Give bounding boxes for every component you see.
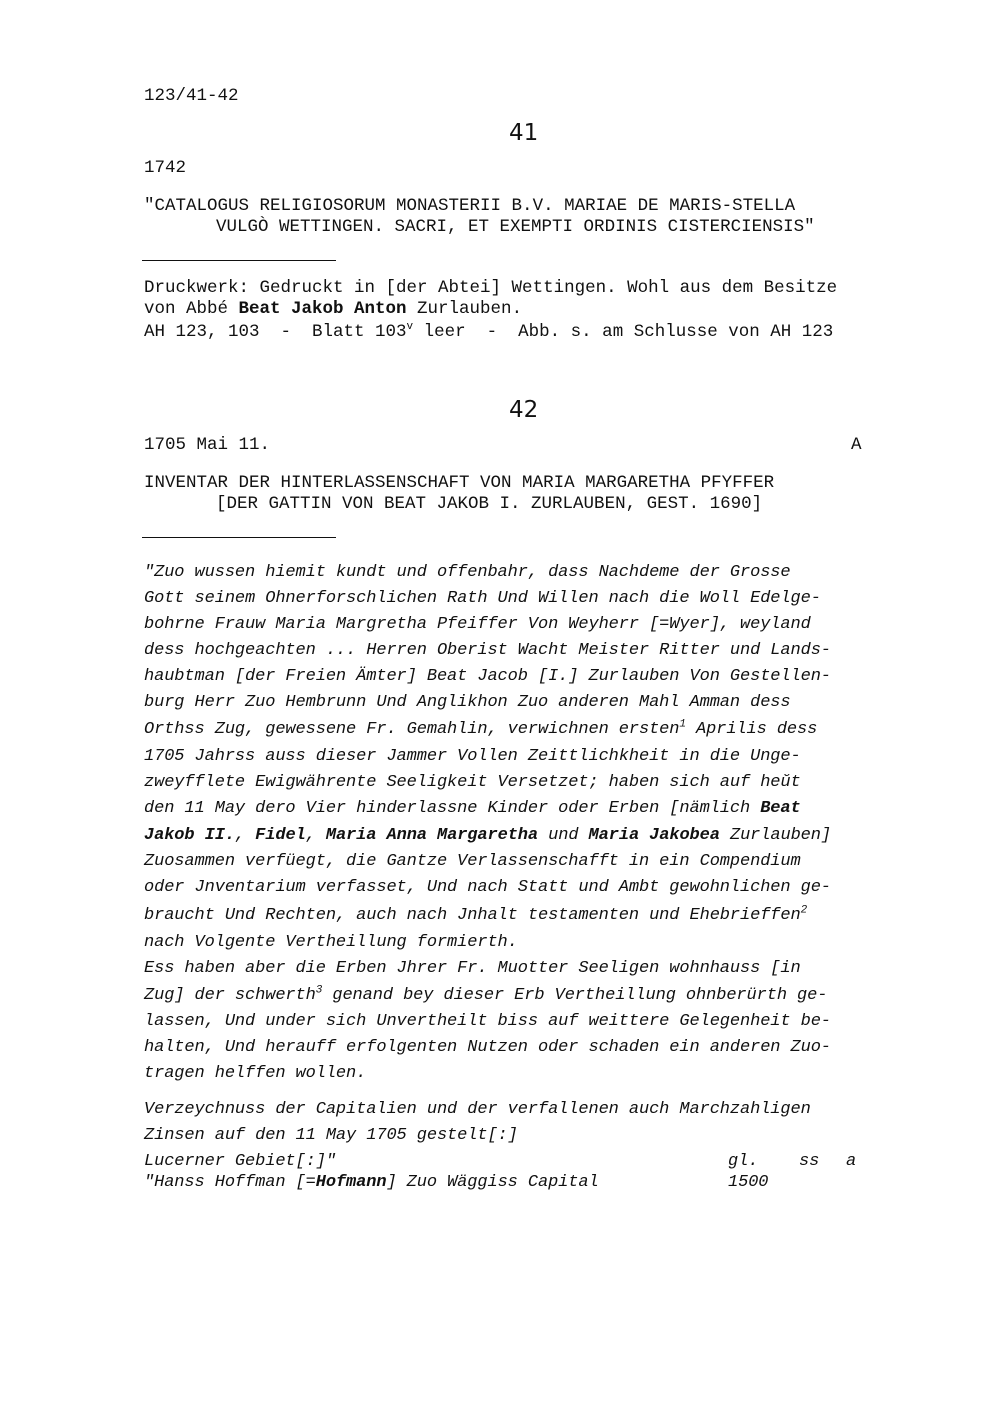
entry-42-title-line-1: INVENTAR DER HINTERLASSENSCHAFT VON MARIA MARGARETHA PFYFFER xyxy=(144,473,775,493)
footnote-2: 2 xyxy=(800,904,808,917)
text-line-10: den 11 May dero Vier hinderlassne Kinder oder Erben [nämlich Beat xyxy=(144,799,801,818)
table-value-capital: 1500 xyxy=(728,1173,769,1192)
column-header-a: a xyxy=(846,1152,857,1171)
text-line-9: zweyfflete Ewigwährente Seeligkeit Versetzet; haben sich auf heŭt xyxy=(144,773,801,792)
text-line-15: nach Volgente Vertheillung formierth. xyxy=(144,933,518,952)
reference-number: 123/41-42 xyxy=(144,86,239,106)
footnote-1: 1 xyxy=(679,718,686,731)
text-line-20: tragen helffen wollen. xyxy=(144,1064,367,1083)
text-line-6: burg Herr Zuo Hembrunn Und Anglikhon Zuo anderen Mahl Amman dess xyxy=(144,693,791,712)
text-line-16: Ess haben aber die Erben Jhrer Fr. Muotter Seeligen wohnhauss [in xyxy=(144,959,801,978)
entry-41-shelfmark-line: AH 123, 103 - Blatt 103$^v$ leer - Abb. s. am Schlusse von AH 123 xyxy=(144,321,834,342)
text-line-2: Gott seinem Ohnerforschlichen Rath Und Willen nach die Woll Edelge- xyxy=(144,589,821,608)
text-line-3: bohrne Frauw Maria Margretha Pfeiffer Von Weyherr [=Wyer], weyland xyxy=(144,615,811,634)
entry-42-type-marker: A xyxy=(851,435,862,455)
table-row-label-lucerner: Lucerner Gebiet[:]" xyxy=(144,1152,336,1171)
entry-41-title-line-1: "CATALOGUS RELIGIOSORUM MONASTERII B.V. MARIAE DE MARIS-STELLA xyxy=(144,196,796,216)
entry-41-description-line-1: Druckwerk: Gedruckt in [der Abtei] Wettingen. Wohl aus dem Besitze xyxy=(144,278,838,298)
table-row-hoffman: "Hanss Hoffman [=Hofmann] Zuo Wäggiss Capital xyxy=(144,1173,599,1192)
text-line-17: Zug] der schwerth$^3$ genand bey dieser Erb Vertheillung ohnberürth ge- xyxy=(144,984,828,1005)
text-line-4: dess hochgeachten ... Herren Oberist Wacht Meister Ritter und Lands- xyxy=(144,641,831,660)
entry-42-title-line-2: [DER GATTIN VON BEAT JAKOB I. ZURLAUBEN, GEST. 1690] xyxy=(216,494,763,514)
entry-41-title-line-2: VULGÒ WETTINGEN. SACRI, ET EXEMPTI ORDINIS CISTERCIENSIS" xyxy=(216,217,815,237)
text-line-12: Zuosammen verfüegt, die Gantze Verlassenschafft in ein Compendium xyxy=(144,852,801,871)
text-line-18: lassen, Und under sich Unvertheilt biss auf weittere Gelegenheit be- xyxy=(144,1012,831,1031)
entry-41-description-line-2: von Abbé Beat Jakob Anton Zurlauben. xyxy=(144,299,523,319)
text-line-8: 1705 Jahrss auss dieser Jammer Vollen Zeittlichkheit in die Unge- xyxy=(144,747,801,766)
name-beat-jakob-anton: Beat Jakob Anton xyxy=(238,299,407,319)
entry-number-41: 41 xyxy=(509,120,539,146)
text-line-22: Zinsen auf den 11 May 1705 gestelt[:] xyxy=(144,1126,518,1145)
entry-41-divider xyxy=(142,260,336,261)
text-line-5: haubtman [der Freien Ämter] Beat Jacob [I.] Zurlauben Von Gestellen- xyxy=(144,667,831,686)
text-line-19: halten, Und herauff erfolgenten Nutzen oder schaden ein anderen Zuo- xyxy=(144,1038,831,1057)
text-line-1: "Zuo wussen hiemit kundt und offenbahr, dass Nachdeme der Grosse xyxy=(144,563,791,582)
column-header-ss: ss xyxy=(799,1152,820,1171)
text-line-13: oder Jnventarium verfasset, Und nach Statt und Ambt gewohnlichen ge- xyxy=(144,878,831,897)
text-line-11: Jakob II., Fidel, Maria Anna Margaretha und Maria Jakobea Zurlauben] xyxy=(144,826,831,845)
text-line-7: Orthss Zug, gewessene Fr. Gemahlin, verwichnen ersten$^1$ Aprilis dess xyxy=(144,718,818,739)
entry-number-42: 42 xyxy=(509,397,539,423)
text-line-14: braucht Und Rechten, auch nach Jnhalt testamenten und Ehebrieffen$^2$ xyxy=(144,904,808,925)
text-line-21: Verzeychnuss der Capitalien und der verfallenen auch Marchzahligen xyxy=(144,1100,811,1119)
entry-42-divider xyxy=(142,537,336,538)
footnote-3: 3 xyxy=(315,984,323,997)
entry-41-date: 1742 xyxy=(144,158,187,178)
column-header-gl: gl. xyxy=(728,1152,759,1171)
entry-42-date: 1705 Mai 11. xyxy=(144,435,271,455)
